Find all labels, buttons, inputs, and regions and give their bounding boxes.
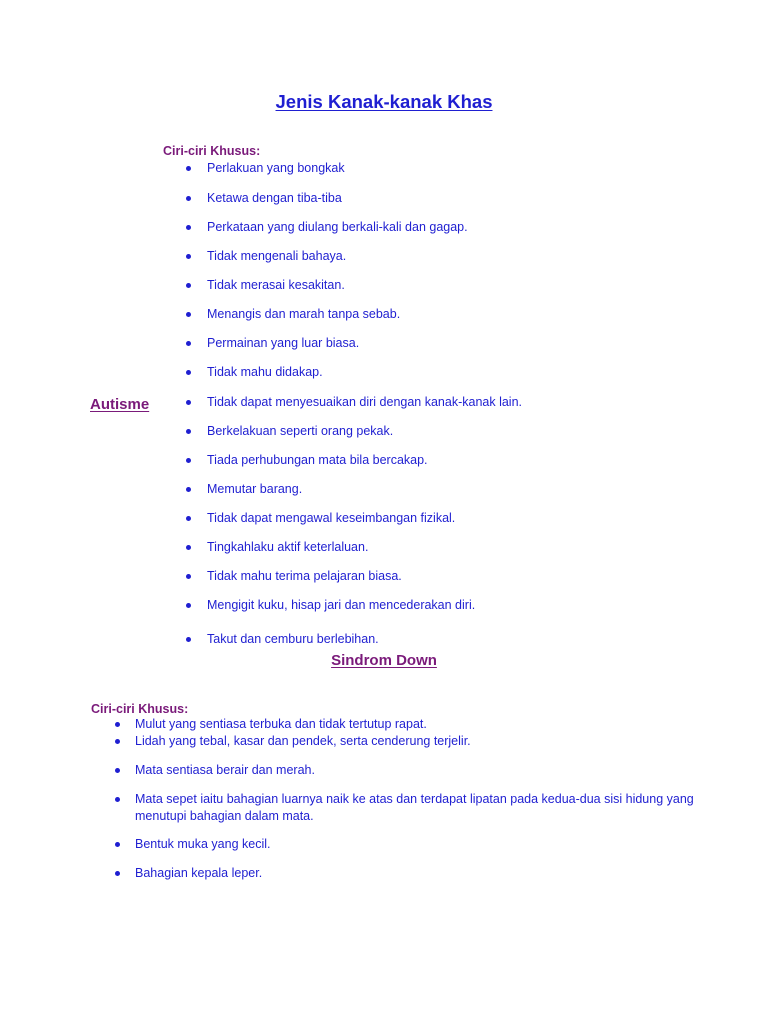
bullet-icon xyxy=(186,312,191,317)
bullet-icon xyxy=(186,370,191,375)
page-title: Jenis Kanak-kanak Khas xyxy=(275,91,493,112)
bullet-icon xyxy=(186,545,191,550)
bullet-icon xyxy=(186,196,191,201)
bullet-icon xyxy=(186,458,191,463)
bullet-icon xyxy=(115,842,120,847)
autism-section-label: Autisme xyxy=(90,396,150,413)
down-section-label: Sindrom Down xyxy=(331,652,437,669)
bullet-icon xyxy=(186,341,191,346)
bullet-icon xyxy=(186,429,191,434)
bullet-icon xyxy=(186,574,191,579)
bullet-icon xyxy=(115,722,120,727)
bullet-icon xyxy=(186,166,191,171)
bullet-icon xyxy=(186,225,191,230)
bullet-icon xyxy=(115,797,120,802)
bullet-icon xyxy=(115,739,120,744)
down-subheading: Ciri-ciri Khusus: xyxy=(91,702,189,716)
autism-subheading: Ciri-ciri Khusus: xyxy=(163,144,261,158)
bullet-icon xyxy=(186,603,191,608)
bullet-icon xyxy=(186,254,191,259)
bullet-icon xyxy=(186,400,191,405)
bullet-icon xyxy=(115,768,120,773)
bullet-icon xyxy=(186,516,191,521)
bullet-icon xyxy=(186,487,191,492)
bullet-icon xyxy=(186,637,191,642)
bullet-icon xyxy=(115,871,120,876)
bullet-icon xyxy=(186,283,191,288)
